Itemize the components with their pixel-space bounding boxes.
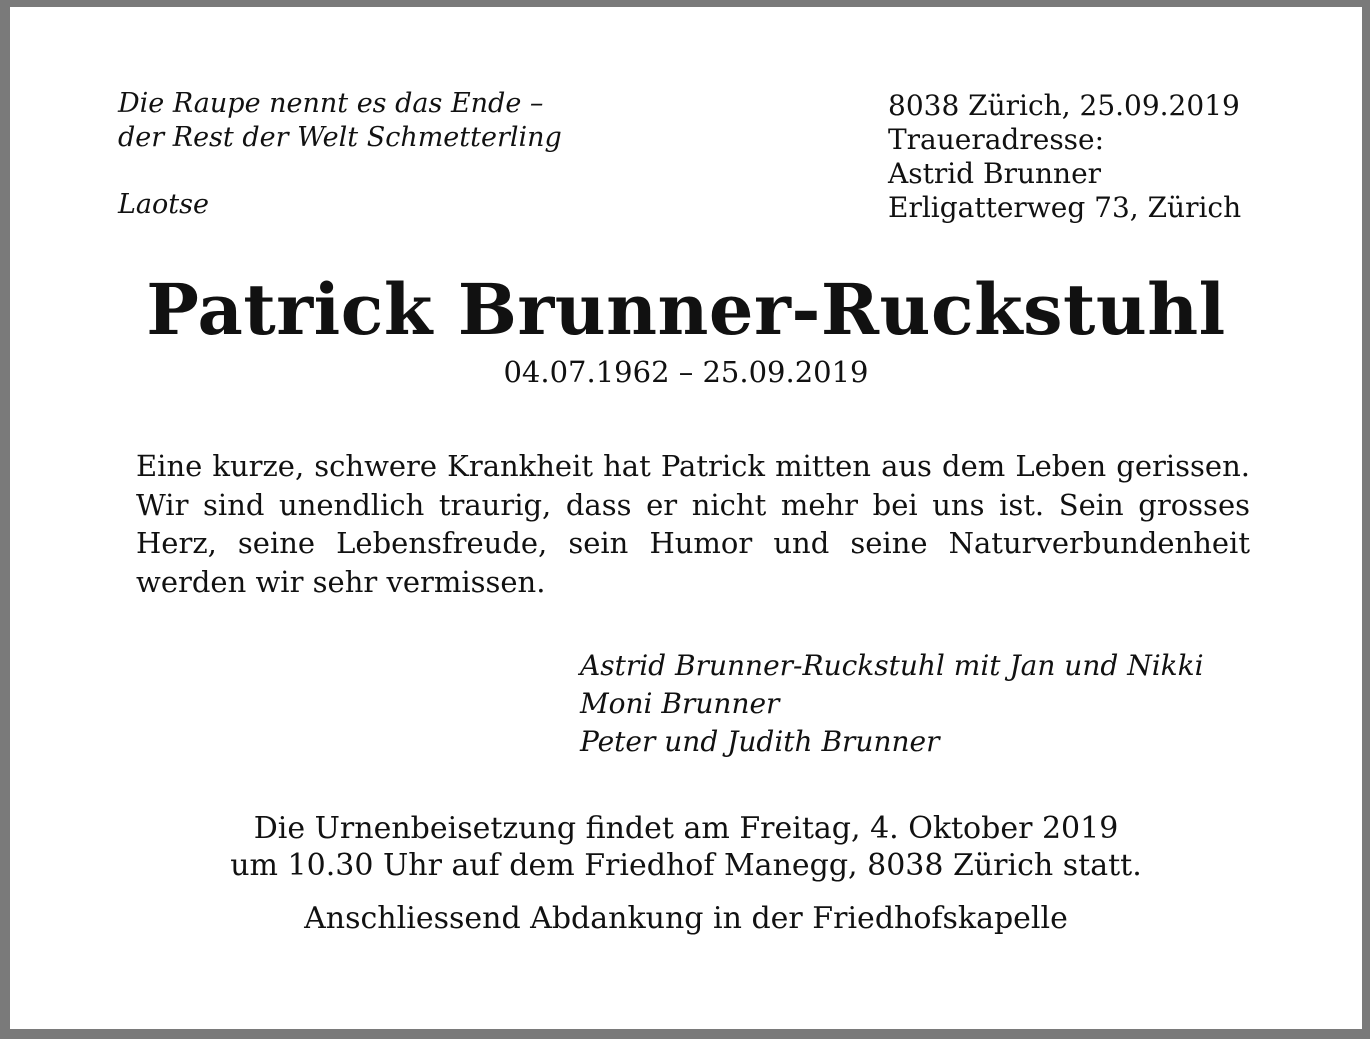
farewell-note: Anschliessend Abdankung in der Friedhofskapelle <box>304 901 1068 936</box>
obituary-page <box>10 7 1362 1029</box>
life-dates: 04.07.1962 – 25.09.2019 <box>503 355 869 389</box>
service-info <box>10 810 1362 884</box>
place-date: 8038 Zürich, 25.09.2019 <box>888 89 1240 122</box>
address-label: Traueradresse: <box>888 123 1105 156</box>
service-line: Die Urnenbeisetzung findet am Freitag, 4. Oktober 2019 <box>253 811 1119 846</box>
address-name: Astrid Brunner <box>888 157 1102 190</box>
mourning-address <box>888 89 1308 225</box>
quote-line: der Rest der Welt Schmetterling <box>118 122 562 153</box>
quote-author: Laotse <box>118 189 209 220</box>
signers-list <box>580 647 1280 761</box>
epigraph-quote <box>118 87 618 222</box>
signer: Astrid Brunner-Ruckstuhl mit Jan und Nikki <box>580 649 1204 682</box>
obituary-message: Eine kurze, schwere Krankheit hat Patrick mitten aus dem Leben gerissen. Wir sind unendlich traurig, dass er nicht mehr bei uns ist. Sein grosses Herz, seine Lebensfreude, sein Humor und seine Naturverbundenheit werden wir sehr vermissen. <box>136 449 1250 599</box>
quote-line: Die Raupe nennt es das Ende – <box>118 88 544 119</box>
signer: Peter und Judith Brunner <box>580 725 940 758</box>
service-line: um 10.30 Uhr auf dem Friedhof Manegg, 8038 Zürich statt. <box>230 848 1142 883</box>
signer: Moni Brunner <box>580 687 780 720</box>
address-street: Erligatterweg 73, Zürich <box>888 191 1242 224</box>
deceased-name: Patrick Brunner-Ruckstuhl <box>146 268 1226 351</box>
